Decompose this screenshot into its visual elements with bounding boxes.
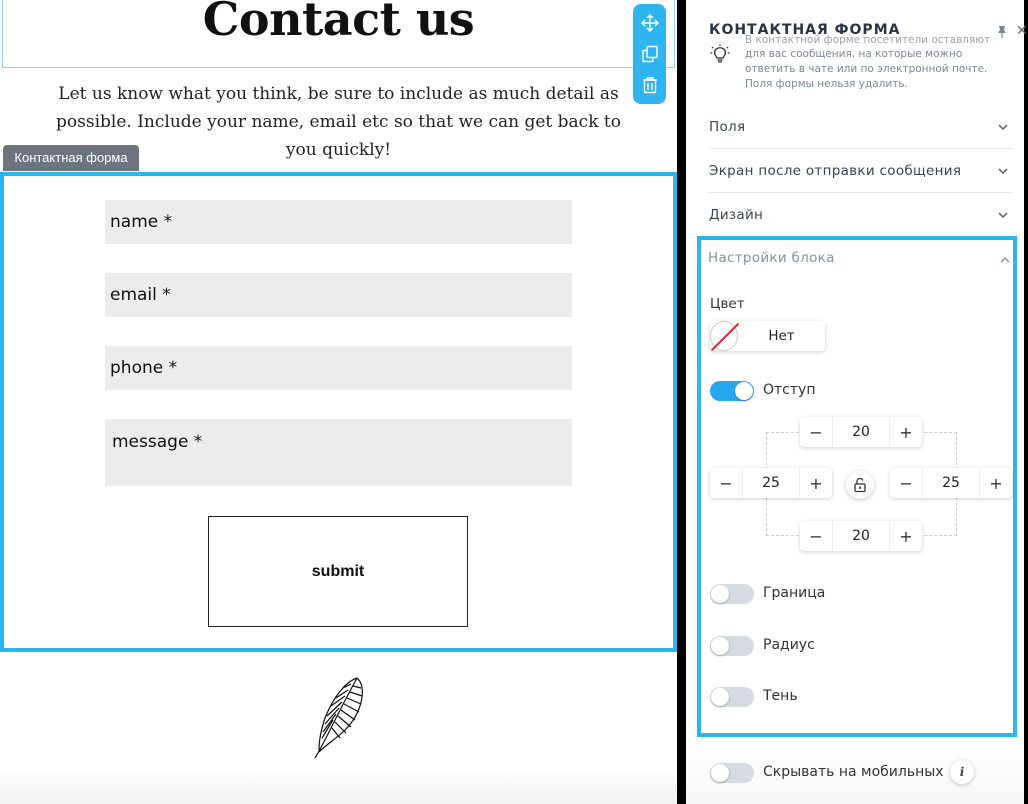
padding-top-stepper[interactable] [800, 417, 922, 447]
color-label: Цвет [710, 296, 745, 312]
canvas-bottom-fade [0, 766, 677, 804]
radius-label: Радиус [763, 637, 815, 653]
message-field[interactable]: message * [105, 419, 572, 486]
padding-toggle[interactable] [710, 381, 754, 401]
decrement-button[interactable]: − [899, 473, 913, 493]
trash-icon[interactable] [639, 74, 661, 96]
page-intro-text[interactable]: Let us know what you think, be sure to include as much detail as possible. Include your name, email etc so that we can get back to you quickly! [56, 84, 621, 160]
name-field[interactable]: name * [105, 200, 572, 244]
accordion-fields[interactable] [709, 105, 1012, 149]
phone-field[interactable]: phone * [105, 346, 572, 390]
increment-button[interactable]: + [899, 526, 913, 546]
accordion-fields-label: Поля [709, 119, 746, 135]
chevron-up-icon[interactable] [998, 253, 1012, 267]
padding-left-value[interactable]: 25 [742, 468, 800, 498]
move-icon[interactable] [639, 12, 661, 34]
increment-button[interactable]: + [989, 473, 1003, 493]
accordion-block-settings[interactable]: Настройки блока [708, 250, 835, 266]
info-icon[interactable]: i [950, 760, 974, 784]
hide-mobile-toggle[interactable] [710, 763, 754, 783]
increment-button[interactable]: + [809, 473, 823, 493]
accordion-design[interactable] [709, 193, 1012, 237]
radius-toggle[interactable] [710, 636, 754, 656]
padding-bottom-stepper[interactable] [800, 521, 922, 551]
chevron-down-icon [996, 164, 1010, 178]
padding-label: Отступ [763, 382, 816, 398]
submit-button[interactable]: submit [208, 516, 468, 627]
unlock-icon [852, 477, 868, 493]
email-field[interactable]: email * [105, 273, 572, 317]
duplicate-icon[interactable] [639, 43, 661, 65]
decrement-button[interactable]: − [809, 526, 823, 546]
accordion-after-send[interactable] [709, 149, 1012, 193]
pin-icon[interactable] [996, 25, 1008, 39]
close-icon[interactable]: ✕ [1016, 23, 1028, 39]
chevron-down-icon [996, 120, 1010, 134]
increment-button[interactable]: + [899, 422, 913, 442]
page-title[interactable]: Contact us [202, 0, 475, 46]
panel-divider [677, 0, 686, 804]
padding-left-stepper[interactable] [710, 468, 832, 498]
hide-mobile-label: Скрывать на мобильных [763, 764, 944, 780]
border-label: Граница [763, 585, 826, 601]
no-color-swatch-icon [710, 321, 738, 351]
info-text-clipped-line: В контактной форме посетители оставляют [745, 34, 991, 46]
panel-title: КОНТАКТНАЯ ФОРМА [709, 22, 901, 38]
accordion-design-label: Дизайн [709, 207, 764, 223]
padding-top-value[interactable]: 20 [832, 417, 890, 447]
decrement-button[interactable]: − [809, 422, 823, 442]
shadow-toggle[interactable] [710, 687, 754, 707]
accordion-after-send-label: Экран после отправки сообщения [709, 163, 962, 179]
decrement-button[interactable]: − [719, 473, 733, 493]
border-toggle[interactable] [710, 584, 754, 604]
padding-lock-button[interactable] [846, 471, 874, 499]
shadow-label: Тень [763, 688, 798, 704]
padding-bottom-value[interactable]: 20 [832, 521, 890, 551]
chevron-down-icon [996, 208, 1010, 222]
feather-icon [305, 672, 371, 762]
info-text [745, 34, 995, 92]
block-toolbar [633, 4, 666, 104]
color-picker[interactable] [710, 321, 825, 351]
info-text-body: для вас сообщения, на которые можно ответить в чате или по электронной почте. Поля формы нельзя удалить. [745, 48, 988, 90]
padding-right-stepper[interactable] [890, 468, 1012, 498]
color-value: Нет [768, 328, 795, 344]
lightbulb-icon [710, 44, 730, 66]
padding-right-value[interactable]: 25 [922, 468, 980, 498]
block-type-tag: Контактная форма [3, 145, 139, 171]
